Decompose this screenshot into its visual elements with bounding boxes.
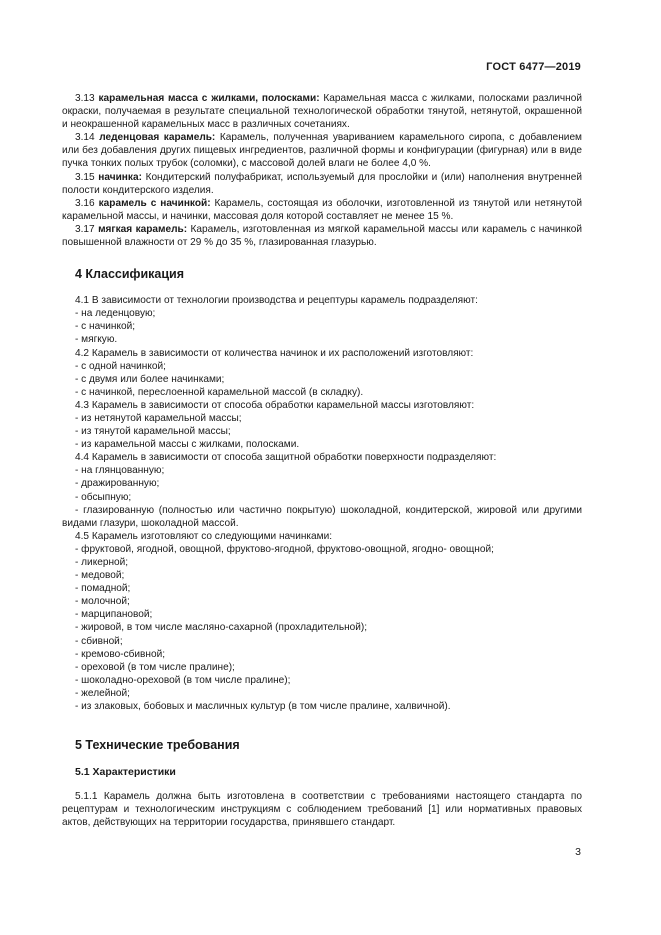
list-item: - ореховой (в том числе пралине); [75,661,235,673]
list-item: - с начинкой; [75,321,136,333]
definition-term: леденцовая карамель: [99,132,216,144]
definition-text: Кондитерский полуфабрикат, используемый для прослойки и (или) наполнения внутренней полости кондитерского изделия. [62,171,582,196]
list-item: - обсыпную; [75,491,132,503]
definition-number: 3.17 [75,223,95,235]
section-4-heading: 4 Классификация [75,267,185,282]
definition-text: Карамель, состоящая из оболочки, изготовленной из тянутой или нетянутой карамельной массы, и начинки, массовая доля которой составляет не менее 15 %. [62,197,582,222]
list-item: - шоколадно-ореховой (в том числе пралине); [75,674,291,686]
definition-text: Карамель, полученная увариванием карамельного сиропа, с добавлением или без добавления других пищевых ингредиентов, различной формы и конфигурации (фигурная) или в виде пучка тонких полых трубок (соломки), с массовой долей влаги не более 4,0 %. [62,132,582,170]
list-item: - из карамельной массы с жилками, полосками. [75,439,300,451]
clause-5-1-1: 5.1.1 Карамель должна быть изготовлена в соответствии с требованиями настоящего стандарта по рецептурам и технологическим инструкциям с соблюдением требований [1] или нормативных правовых актов, действующих на территории государства, принявшего стандарт. [62,791,582,829]
list-item: - сбивной; [75,635,123,647]
subsection-5-1-heading: 5.1 Характеристики [75,766,176,779]
document-code: ГОСТ 6477—2019 [486,61,581,73]
list-item: - с двумя или более начинками; [75,373,225,385]
definition-number: 3.15 [75,171,95,183]
list-item: - марципановой; [75,609,153,621]
clause-4-5: 4.5 Карамель изготовляют со следующими начинками: [75,530,333,542]
list-item: - кремово-сбивной; [75,648,166,660]
list-item: - жировой, в том числе масляно-сахарной (прохладительной); [75,622,368,634]
definition-text: Карамельная масса с жилками, полосками различной окраски, получаемая в результате специальной технологической обработки тянутой, нетянутой, окрашенной и неокрашенной карамельных масс в различных сочетаниях. [62,93,583,131]
clause-4-4: 4.4 Карамель в зависимости от способа защитной обработки поверхности подразделяют: [75,452,497,464]
definition-text: Карамель, изготовленная из мягкой карамельной массы или карамель с начинкой повышенной влажности от 29 % до 35 %, глазированная глазурью. [62,223,582,249]
list-item: - фруктовой, ягодной, овощной, фруктово-ягодной, фруктово-овощной, ягодно- овощной; [75,543,494,555]
list-item: - из злаковых, бобовых и масличных культур (в том числе пралине, халвичной). [75,701,451,713]
definition-term: карамельная масса с жилками, полосками: [98,93,320,104]
clause-4-3: 4.3 Карамель в зависимости от способа обработки карамельной массы изготовляют: [75,399,475,411]
definition-term: мягкая карамель: [98,223,188,235]
list-item: - молочной; [75,596,130,608]
section-5-heading: 5 Технические требования [75,738,240,753]
definition-term: карамель с начинкой: [98,197,211,209]
definition-3-13 [62,92,582,131]
definition-term: начинка: [98,171,142,183]
list-item: - ликерной; [75,557,129,568]
definition-number: 3.13 [75,93,95,104]
list-item: - с одной начинкой; [75,360,166,372]
list-item: - желейной; [75,687,130,699]
definition-number: 3.16 [75,197,95,209]
clause-4-1: 4.1 В зависимости от технологии производства и рецептуры карамель подразделяют: [75,295,478,307]
list-item: - дражированную; [75,478,160,490]
list-item: - помадной; [75,583,131,595]
list-item: - на глянцованную; [75,465,165,477]
definition-3-17 [62,223,582,249]
list-item: - из нетянутой карамельной массы; [75,412,242,424]
page-number: 3 [575,846,581,858]
list-item: - с начинкой, переслоенной карамельной массой (в складку). [75,386,364,398]
definition-3-16 [62,197,582,223]
definition-3-14 [62,131,582,170]
clause-4-2: 4.2 Карамель в зависимости от количества начинок и их расположений изготовляют: [75,347,474,359]
list-item: - мягкую. [75,334,118,346]
list-item: - на леденцовую; [75,308,156,320]
list-item: - из тянутой карамельной массы; [75,426,231,438]
definition-3-15 [62,171,582,197]
list-item: - медовой; [75,570,125,582]
list-item-wrapped: - глазированную (полностью или частично покрытую) шоколадной, кондитерской, жировой или другими видами глазури, шоколадной массой. [62,504,582,529]
definition-number: 3.14 [75,132,95,144]
document-body [62,92,582,829]
